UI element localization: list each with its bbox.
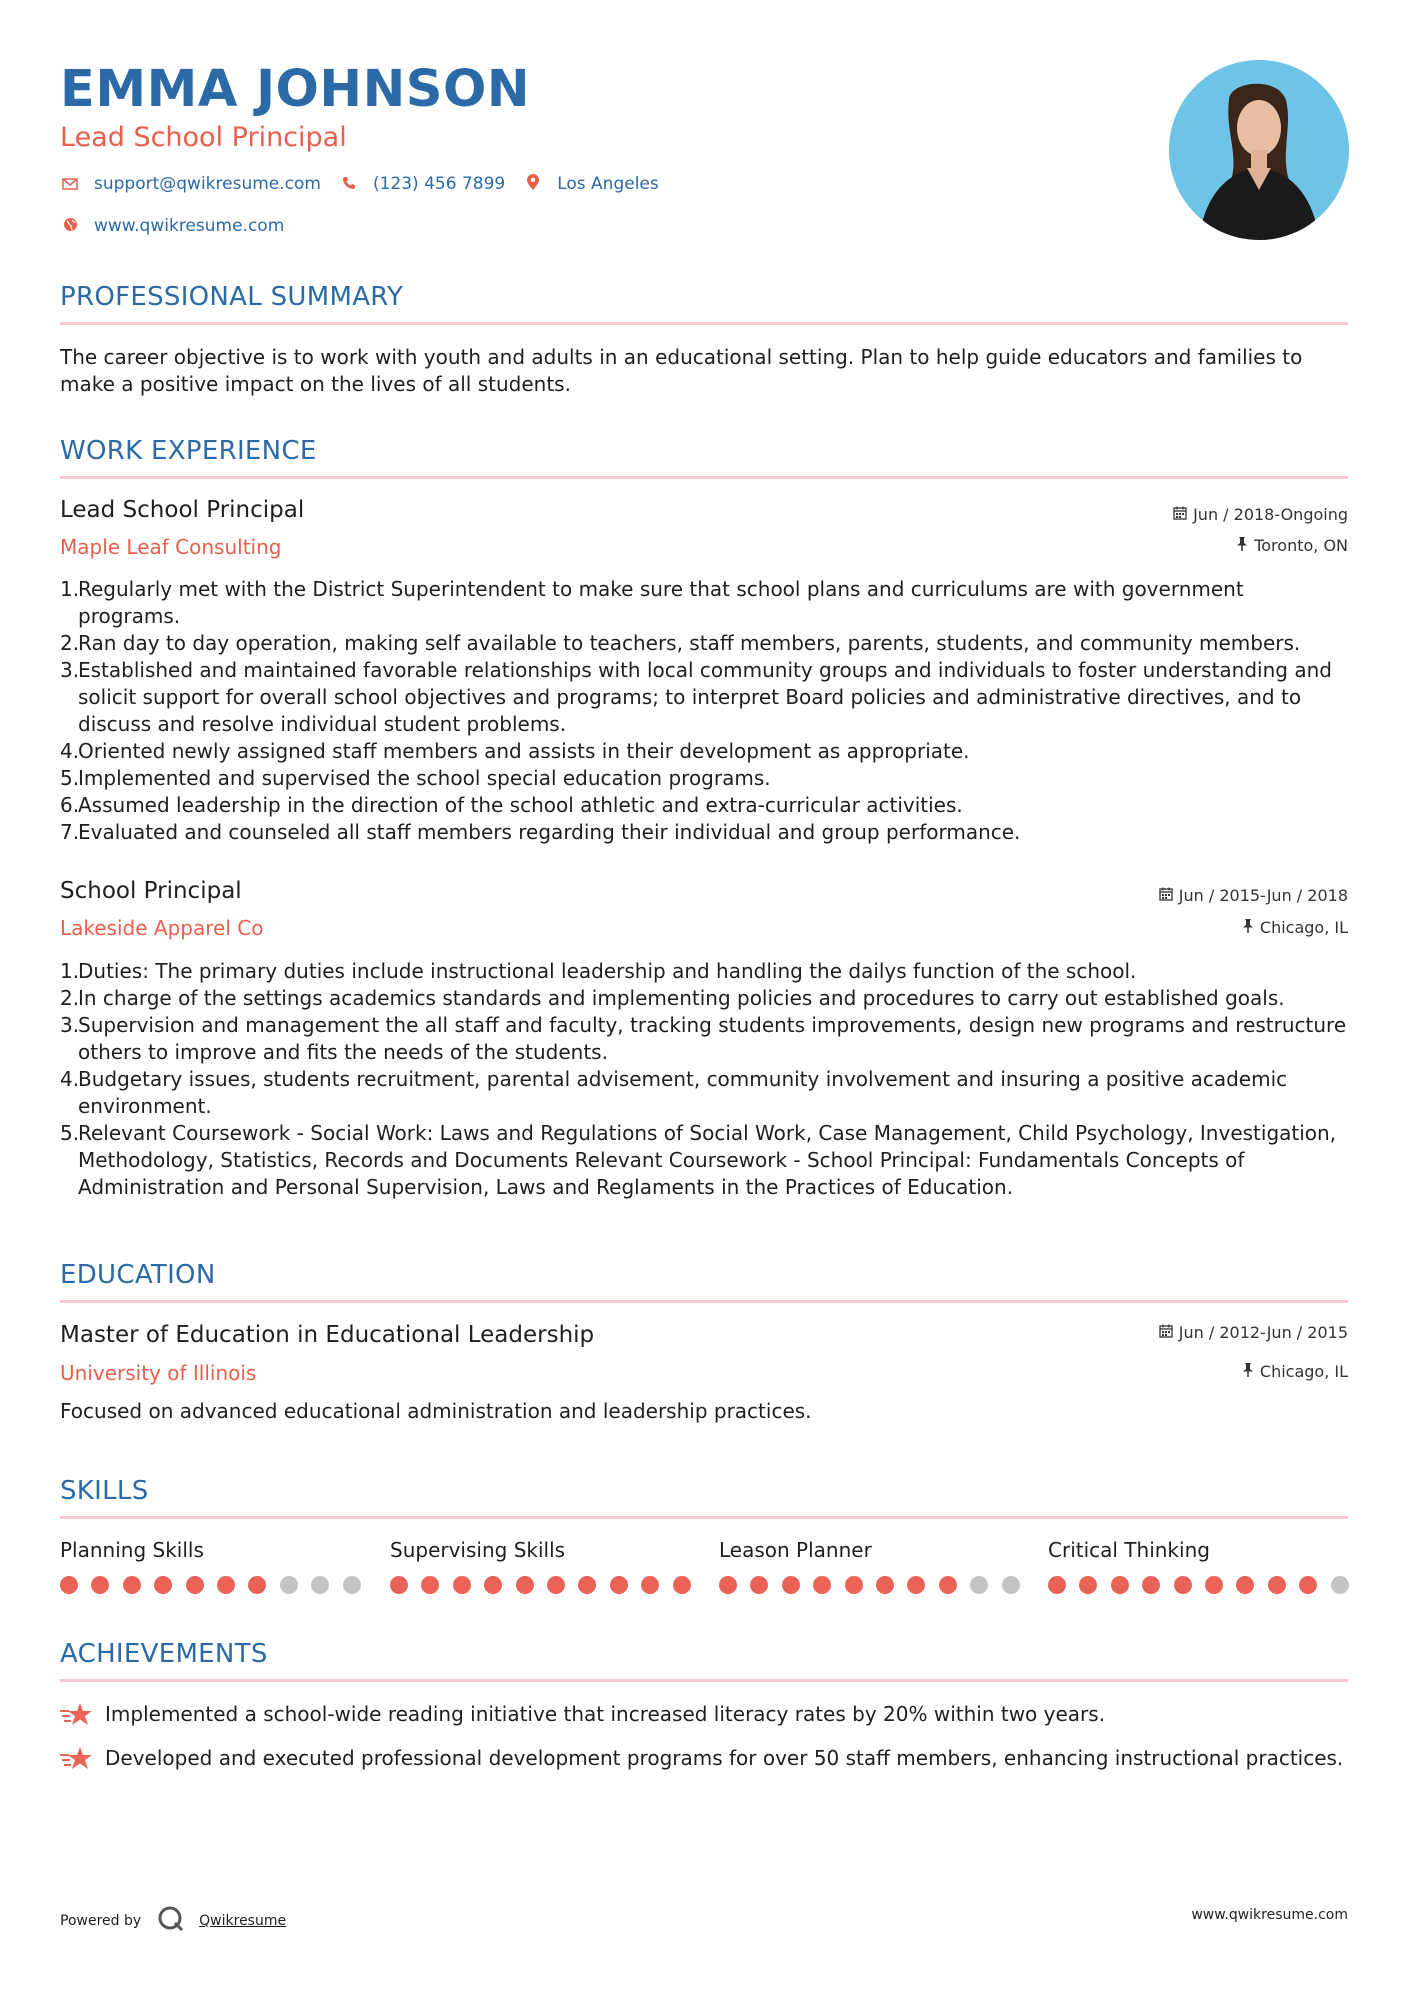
rating-dot-empty xyxy=(343,1576,361,1594)
rating-dot-filled xyxy=(1236,1576,1254,1594)
rating-dot-filled xyxy=(1174,1576,1192,1594)
skill-item xyxy=(390,1538,690,1562)
qwikresume-logo-icon xyxy=(157,1905,185,1937)
job-title: Lead School Principal xyxy=(60,497,305,523)
avatar xyxy=(1169,60,1349,240)
section-divider xyxy=(60,1679,1348,1682)
rating-dot-filled xyxy=(782,1576,800,1594)
rating-dot-filled xyxy=(1048,1576,1066,1594)
rating-dot-filled xyxy=(516,1576,534,1594)
rating-dot-filled xyxy=(248,1576,266,1594)
rating-dot-empty xyxy=(970,1576,988,1594)
job-title: School Principal xyxy=(60,878,242,904)
globe-icon xyxy=(60,217,80,236)
rating-dot-filled xyxy=(750,1576,768,1594)
rating-dot-filled xyxy=(1299,1576,1317,1594)
rating-dot-filled xyxy=(547,1576,565,1594)
section-title-summary: PROFESSIONAL SUMMARY xyxy=(60,282,404,312)
skill-rating xyxy=(60,1576,374,1594)
candidate-title: Lead School Principal xyxy=(60,122,347,153)
skill-name: Supervising Skills xyxy=(390,1538,566,1562)
job-dates-text: Jun / 2018-Ongoing xyxy=(1193,505,1348,524)
calendar-icon xyxy=(1159,1324,1173,1342)
phone-number[interactable]: (123) 456 7899 xyxy=(372,174,506,194)
rating-dot-filled xyxy=(907,1576,925,1594)
job-location-text: Toronto, ON xyxy=(1254,536,1348,555)
rating-dot-filled xyxy=(453,1576,471,1594)
section-title-education: EDUCATION xyxy=(60,1260,216,1290)
list-item: 1. Regularly met with the District Superintendent to make sure that school plans and curriculums are with government programs. xyxy=(60,577,1244,628)
contact-row xyxy=(60,174,659,194)
rating-dot-empty xyxy=(311,1576,329,1594)
skill-name: Leason Planner xyxy=(719,1538,872,1562)
pushpin-icon xyxy=(1236,537,1248,555)
job-location-text: Chicago, IL xyxy=(1259,918,1348,937)
skill-rating xyxy=(1048,1576,1362,1594)
phone-icon xyxy=(339,175,359,194)
rating-dot-filled xyxy=(217,1576,235,1594)
section-divider xyxy=(60,322,1348,325)
rating-dot-filled xyxy=(123,1576,141,1594)
website-row xyxy=(60,216,284,236)
job-location xyxy=(1236,536,1348,555)
rating-dot-empty xyxy=(280,1576,298,1594)
rating-dot-filled xyxy=(1268,1576,1286,1594)
rating-dot-filled xyxy=(1205,1576,1223,1594)
email-link[interactable]: support@qwikresume.com xyxy=(94,174,321,194)
job-company: Lakeside Apparel Co xyxy=(60,916,264,940)
calendar-icon xyxy=(1173,506,1187,524)
education-location-text: Chicago, IL xyxy=(1259,1362,1348,1381)
footer-url[interactable]: www.qwikresume.com xyxy=(1191,1907,1348,1923)
section-title-achievements: ACHIEVEMENTS xyxy=(60,1639,268,1669)
qwikresume-link[interactable]: Qwikresume xyxy=(199,1913,287,1929)
rating-dot-filled xyxy=(91,1576,109,1594)
list-item: 4. Budgetary issues, students recruitment, parental advisement, community involvement and insuring a positive academic environment. xyxy=(60,1067,1288,1118)
list-item: 3. Established and maintained favorable relationships with local community groups and individuals to foster understanding and solicit support for overall school objectives and programs; to interpret Board policies and administrative directives, and to discuss and resolve individual student problems. xyxy=(60,658,1332,736)
skill-item xyxy=(60,1538,360,1562)
rating-dot-filled xyxy=(154,1576,172,1594)
rating-dot-filled xyxy=(719,1576,737,1594)
job-dates xyxy=(1173,505,1348,524)
rating-dot-filled xyxy=(610,1576,628,1594)
job-dates-text: Jun / 2015-Jun / 2018 xyxy=(1178,886,1348,905)
rating-dot-filled xyxy=(641,1576,659,1594)
list-item: 6. Assumed leadership in the direction of the school athletic and extra-curricular activities. xyxy=(60,793,963,817)
skill-rating xyxy=(390,1576,704,1594)
location-text: Los Angeles xyxy=(557,174,659,194)
achievement-item xyxy=(60,1701,1348,1728)
degree-title: Master of Education in Educational Leadership xyxy=(60,1322,595,1348)
section-title-skills: SKILLS xyxy=(60,1476,149,1506)
rating-dot-empty xyxy=(1331,1576,1349,1594)
achievement-item xyxy=(60,1745,1348,1772)
rating-dot-filled xyxy=(876,1576,894,1594)
map-pin-icon xyxy=(523,174,543,194)
rating-dot-filled xyxy=(845,1576,863,1594)
skill-name: Planning Skills xyxy=(60,1538,204,1562)
education-location xyxy=(1242,1362,1348,1381)
footer-powered-by xyxy=(60,1905,286,1937)
rating-dot-filled xyxy=(939,1576,957,1594)
skill-rating xyxy=(719,1576,1033,1594)
rating-dot-filled xyxy=(186,1576,204,1594)
rating-dot-filled xyxy=(390,1576,408,1594)
education-dates xyxy=(1159,1323,1348,1342)
pushpin-icon xyxy=(1242,1363,1254,1381)
achievement-text: Implemented a school-wide reading initiative that increased literacy rates by 20% within two years. xyxy=(105,1702,1106,1726)
skill-name: Critical Thinking xyxy=(1048,1538,1210,1562)
rating-dot-filled xyxy=(1079,1576,1097,1594)
rating-dot-filled xyxy=(60,1576,78,1594)
rating-dot-filled xyxy=(578,1576,596,1594)
list-item: 5. Relevant Coursework - Social Work: Laws and Regulations of Social Work, Case Management, Child Psychology, Investigation, Methodology, Statistics, Records and Documents Relevant Coursework - School Principal: Fundamentals Concepts of Administration and Personal Supervision, Laws and Reglaments in the Practices of Education. xyxy=(60,1121,1337,1199)
list-item: 1. Duties: The primary duties include instructional leadership and handling the dailys function of the school. xyxy=(60,959,1137,983)
envelope-icon xyxy=(60,175,80,194)
job-duties-list xyxy=(60,958,1350,1201)
summary-text: The career objective is to work with youth and adults in an educational setting. Plan to help guide educators and families to make a positive impact on the lives of all students. xyxy=(60,345,1303,396)
rating-dot-filled xyxy=(484,1576,502,1594)
rating-dot-filled xyxy=(1142,1576,1160,1594)
list-item: 4. Oriented newly assigned staff members and assists in their development as appropriate. xyxy=(60,739,970,763)
job-company: Maple Leaf Consulting xyxy=(60,535,282,559)
school-name: University of Illinois xyxy=(60,1361,257,1385)
rating-dot-empty xyxy=(1002,1576,1020,1594)
education-description: Focused on advanced educational administration and leadership practices. xyxy=(60,1399,812,1423)
skill-item xyxy=(1048,1538,1348,1562)
section-divider xyxy=(60,1300,1348,1303)
resume-page xyxy=(60,0,1348,1990)
job-duties-list xyxy=(60,576,1350,846)
section-divider xyxy=(60,476,1348,479)
list-item: 5. Implemented and supervised the school special education programs. xyxy=(60,766,771,790)
rating-dot-filled xyxy=(421,1576,439,1594)
job-location xyxy=(1242,918,1348,937)
rating-dot-filled xyxy=(813,1576,831,1594)
rating-dot-filled xyxy=(1111,1576,1129,1594)
calendar-icon xyxy=(1159,887,1173,905)
rating-dot-filled xyxy=(673,1576,691,1594)
section-title-experience: WORK EXPERIENCE xyxy=(60,436,317,466)
powered-by-label: Powered by xyxy=(60,1913,142,1929)
candidate-name: EMMA JOHNSON xyxy=(60,60,531,119)
achievement-text: Developed and executed professional development programs for over 50 staff members, enhancing instructional practices. xyxy=(105,1746,1344,1770)
list-item: 2. In charge of the settings academics standards and implementing policies and procedures to carry out established goals. xyxy=(60,986,1285,1010)
list-item: 3. Supervision and management the all staff and faculty, tracking students improvements, design new programs and restructure others to improve and fits the needs of the students. xyxy=(60,1013,1347,1064)
section-divider xyxy=(60,1516,1348,1519)
pushpin-icon xyxy=(1242,919,1254,937)
job-dates xyxy=(1159,886,1348,905)
list-item: 7. Evaluated and counseled all staff members regarding their individual and group performance. xyxy=(60,820,1021,844)
website-link[interactable]: www.qwikresume.com xyxy=(94,216,285,236)
star-icon xyxy=(60,1745,105,1772)
skill-item xyxy=(719,1538,1019,1562)
education-dates-text: Jun / 2012-Jun / 2015 xyxy=(1178,1323,1348,1342)
star-icon xyxy=(60,1701,105,1728)
list-item: 2. Ran day to day operation, making self available to teachers, staff members, parents, students, and community members. xyxy=(60,631,1301,655)
